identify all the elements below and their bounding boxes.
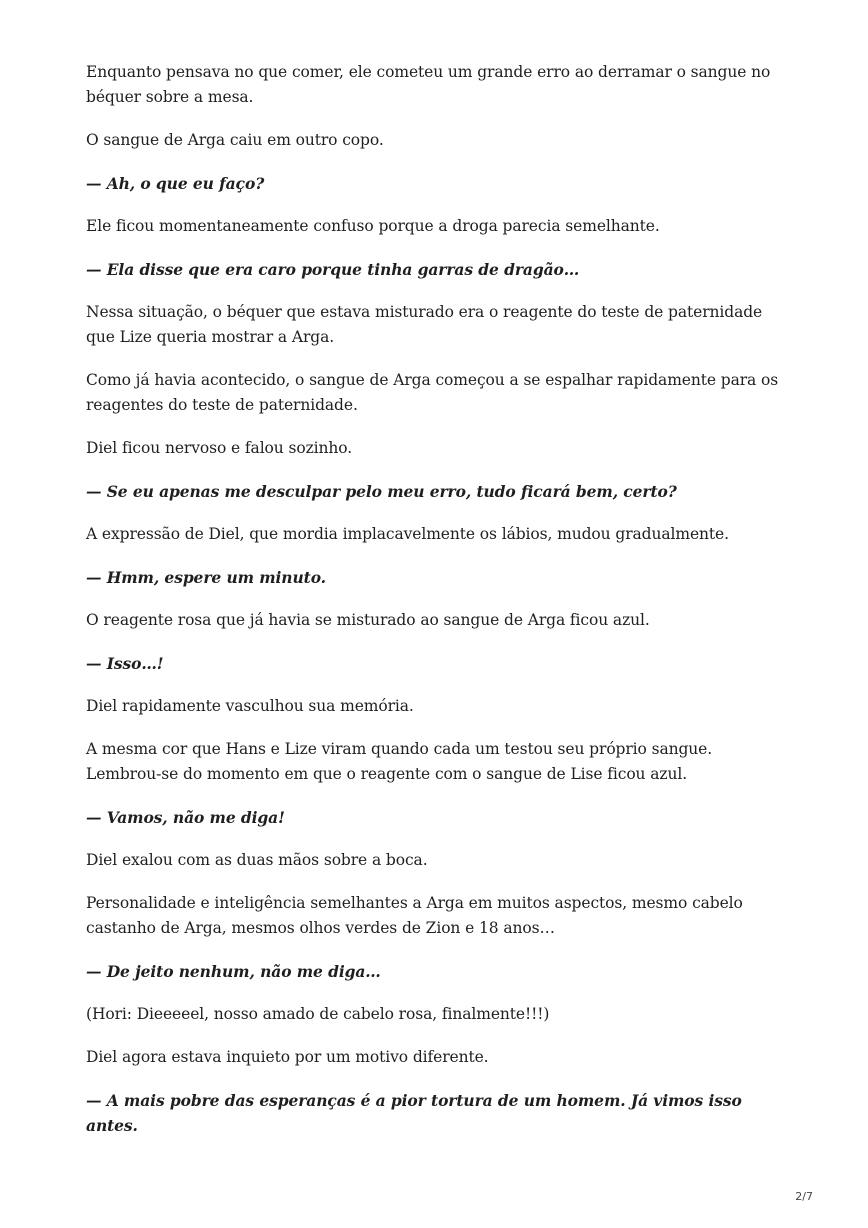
narration-paragraph: Diel ficou nervoso e falou sozinho. — [86, 439, 353, 457]
narration-paragraph: Nessa situação, o béquer que estava misturado era o reagente do teste de paternidade que Lize queria mostrar a Arga. — [86, 303, 763, 346]
narration-paragraph: Ele ficou momentaneamente confuso porque a droga parecia semelhante. — [86, 217, 660, 235]
narration-paragraph: Diel rapidamente vasculhou sua memória. — [86, 697, 414, 715]
dialogue-line: — Ela disse que era caro porque tinha garras de dragão… — [86, 260, 580, 279]
narration-paragraph: Personalidade e inteligência semelhantes a Arga em muitos aspectos, mesmo cabelo castanho de Arga, mesmos olhos verdes de Zion e 18 anos… — [86, 894, 743, 937]
narration-paragraph: (Hori: Dieeeeel, nosso amado de cabelo rosa, finalmente!!!) — [86, 1005, 550, 1023]
page-number: 2/7 — [795, 1190, 813, 1203]
narration-paragraph: Diel exalou com as duas mãos sobre a boca. — [86, 851, 428, 869]
dialogue-line: — A mais pobre das esperanças é a pior tortura de um homem. Já vimos isso antes. — [86, 1091, 742, 1135]
narration-paragraph: A mesma cor que Hans e Lize viram quando cada um testou seu próprio sangue. Lembrou-se do momento em que o reagente com o sangue de Lise ficou azul. — [86, 740, 713, 783]
narration-paragraph: O reagente rosa que já havia se misturado ao sangue de Arga ficou azul. — [86, 611, 650, 629]
dialogue-line: — Ah, o que eu faço? — [86, 174, 265, 193]
narration-paragraph: A expressão de Diel, que mordia implacavelmente os lábios, mudou gradualmente. — [86, 525, 729, 543]
document-body — [86, 60, 786, 1156]
narration-paragraph: Como já havia acontecido, o sangue de Arga começou a se espalhar rapidamente para os reagentes do teste de paternidade. — [86, 371, 779, 414]
narration-paragraph: Diel agora estava inquieto por um motivo diferente. — [86, 1048, 489, 1066]
dialogue-line: — De jeito nenhum, não me diga… — [86, 962, 381, 981]
dialogue-line: — Hmm, espere um minuto. — [86, 568, 326, 587]
dialogue-line: — Isso…! — [86, 654, 164, 673]
dialogue-line: — Vamos, não me diga! — [86, 808, 285, 827]
dialogue-line: — Se eu apenas me desculpar pelo meu erro, tudo ficará bem, certo? — [86, 482, 677, 501]
narration-paragraph: Enquanto pensava no que comer, ele cometeu um grande erro ao derramar o sangue no béquer sobre a mesa. — [86, 63, 771, 106]
narration-paragraph: O sangue de Arga caiu em outro copo. — [86, 131, 384, 149]
